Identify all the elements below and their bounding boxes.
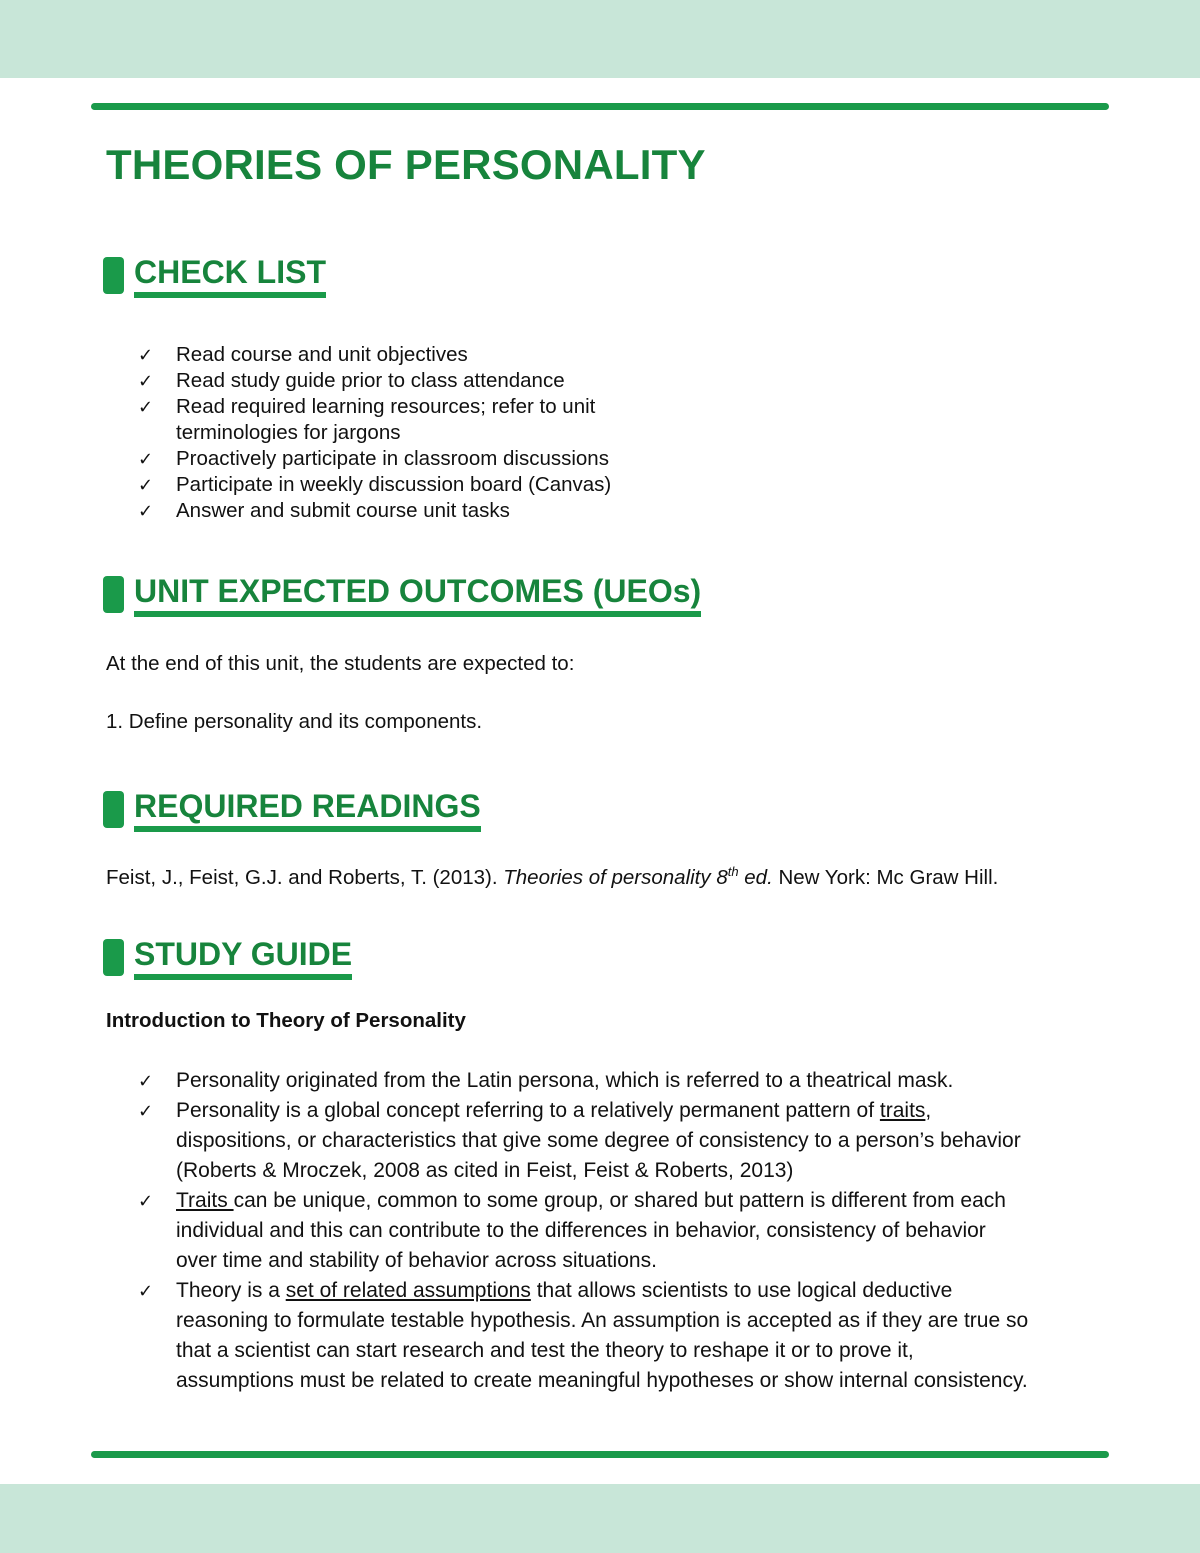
- study-guide-list: [138, 1066, 1098, 1396]
- list-item: ✓ Read course and unit objectives: [138, 343, 468, 366]
- checkmark-icon: ✓: [138, 397, 154, 417]
- list-item: ✓ Traits can be unique, common to some group, or shared but pattern is different from each individual and this can contribute to the differences in behavior, consistency of behavior over time and stability of behavior across situations.: [138, 1186, 1098, 1276]
- top-divider: [91, 103, 1109, 110]
- checkmark-icon: ✓: [138, 1281, 154, 1301]
- checkmark-icon: ✓: [138, 1101, 154, 1121]
- checkmark-icon: ✓: [138, 475, 154, 495]
- readings-heading-label: REQUIRED READINGS: [134, 788, 481, 832]
- checklist-heading-label: CHECK LIST: [134, 254, 326, 298]
- list-item: ✓ Participate in weekly discussion board (Canvas): [138, 473, 612, 496]
- bottom-band: [0, 1484, 1200, 1553]
- list-item: ✓ Read required learning resources; refer to unit terminologies for jargons: [138, 395, 596, 444]
- section-marker: [103, 576, 124, 613]
- ueo-intro: At the end of this unit, the students are expected to:: [106, 652, 575, 675]
- checkmark-icon: ✓: [138, 501, 154, 521]
- section-marker: [103, 257, 124, 294]
- checkmark-icon: ✓: [138, 371, 154, 391]
- study-guide-subheading: Introduction to Theory of Personality: [106, 1009, 466, 1032]
- list-item: ✓ Personality originated from the Latin persona, which is referred to a theatrical mask.: [138, 1066, 1098, 1096]
- list-item: ✓ Proactively participate in classroom discussions: [138, 447, 609, 470]
- ueo-outcome-1: 1. Define personality and its components.: [106, 710, 483, 733]
- list-item: ✓ Answer and submit course unit tasks: [138, 499, 510, 522]
- section-marker: [103, 939, 124, 976]
- checkmark-icon: ✓: [138, 345, 154, 365]
- study-guide-heading-label: STUDY GUIDE: [134, 936, 352, 980]
- page-title: THEORIES OF PERSONALITY: [106, 141, 706, 188]
- checkmark-icon: ✓: [138, 1071, 154, 1091]
- list-item: ✓ Personality is a global concept referring to a relatively permanent pattern of traits, dispositions, or characteristics that give some degree of consistency to a person’s behavior (Roberts & Mroczek, 2008 as cited in Feist, Feist & Roberts, 2013): [138, 1096, 1098, 1186]
- reading-citation: Feist, J., Feist, G.J. and Roberts, T. (2013). Theories of personality 8th ed. New York: Mc Graw Hill.: [106, 864, 999, 889]
- checklist: [138, 342, 611, 524]
- ueo-heading-label: UNIT EXPECTED OUTCOMES (UEOs): [134, 573, 701, 617]
- top-band: [0, 0, 1200, 78]
- checkmark-icon: ✓: [138, 449, 154, 469]
- bottom-divider: [91, 1451, 1109, 1458]
- checkmark-icon: ✓: [138, 1191, 154, 1211]
- list-item: ✓ Read study guide prior to class attendance: [138, 369, 565, 392]
- section-marker: [103, 791, 124, 828]
- list-item: ✓ Theory is a set of related assumptions that allows scientists to use logical deductive reasoning to formulate testable hypothesis. An assumption is accepted as if they are true so that a scientist can start research and test the theory to reshape it or to prove it, assumptions must be related to create meaningful hypotheses or show internal consistency.: [138, 1276, 1098, 1396]
